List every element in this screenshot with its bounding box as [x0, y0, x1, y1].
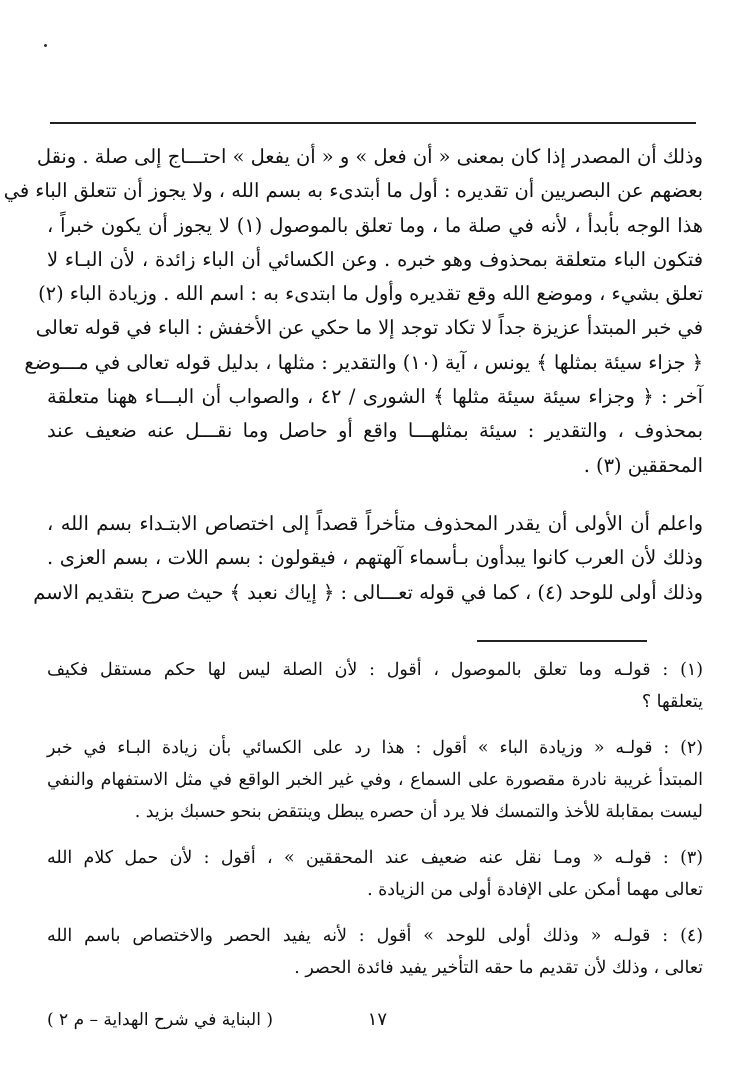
footnote-4: [47, 920, 703, 984]
text-line: وذلك أولى للوحد (٤) ، كما في قوله تعـــالى : ﴿ إياك نعبد ﴾ حيث صرح بتقديم الاسم: [33, 580, 703, 604]
scan-speck: [44, 44, 47, 47]
text-line: فتكون الباء متعلقة بمحذوف وهو خبره . وعن الكسائي أن الباء زائدة ، لأن البـاء لا: [47, 247, 703, 271]
text-line: تعلق بشيء ، وموضع الله وقع تقديره وأول ما ابتدىء به : اسم الله . وزيادة الباء (٢): [38, 282, 703, 306]
text-line: في خبر المبتدأ عزيزة جداً لا تكاد توجد إلا ما حكي عن الأخفش : الباء في قوله تعالى: [35, 316, 703, 340]
footnote-line: يتعلقها ؟: [641, 692, 703, 712]
text-line: هذا الوجه بأبدأ ، لأنه في صلة ما ، وما تعلق بالموصول (١) لا يجوز أن يكون خبراً ،: [47, 213, 704, 237]
text-line: بعضهم عن البصريين أن تقديره : أول ما أبتدىء به بسم الله ، ولا يجوز أن تتعلق الباء في: [3, 179, 703, 203]
footnote-line: تعالى ، وذلك لأن تقديم ما حقه التأخير يفيد فائدة الحصر .: [294, 958, 703, 978]
text-line: المحققين (٣) .: [583, 453, 703, 477]
text-line: واعلم أن الأولى أن يقدر المحذوف متأخراً قصداً إلى اختصاص الابتـداء بسم الله ،: [47, 511, 703, 535]
footnote-2: [47, 732, 703, 828]
footnotes: [47, 654, 703, 998]
text-line: بمحذوف ، والتقدير : سيئة بمثلهـــا واقع أو حاصل وما نقـــل عنه ضعيف عند: [47, 419, 703, 443]
page-number: ١٧: [367, 1009, 387, 1030]
footnote-line: (٤) : قولـه « وذلك أولى للوحد » أقول : لأنه يفيد الحصر والاختصاص باسم الله: [47, 926, 703, 946]
text-line: آخر : ﴿ وجزاء سيئة سيئة مثلها ﴾ الشورى / ٤٢ ، والصواب أن البـــاء ههنا متعلقة: [47, 385, 704, 409]
footnote-line: (٣) : قولـه « ومـا نقل عنه ضعيف عند المحققين » ، أقول : لأن حمل كلام الله: [47, 848, 703, 868]
footnote-rule: [477, 640, 647, 642]
running-title: ( البناية في شرح الهداية – م ٢ ): [47, 1010, 273, 1030]
footnote-1: [47, 654, 703, 718]
footnote-line: (١) : قولـه وما تعلق بالموصول ، أقول : لأن الصلة ليس لها حكم مستقل فكيف: [47, 660, 703, 680]
paragraph-gap: [47, 483, 703, 507]
footnote-line: (٢) : قولـه « وزيادة الباء » أقول : هذا رد على الكسائي بأن زيادة البـاء في خبر: [47, 738, 703, 758]
paragraph: [33, 507, 703, 610]
header-rule: [50, 122, 696, 124]
text-line: وذلك أن المصدر إذا كان بمعنى « أن فعل » و « أن يفعل » احتـــاج إلى صلة . ونقل: [36, 145, 703, 168]
footnote-line: المبتدأ غريبة نادرة مقصورة على السماع ، وفي غير الخبر الواقع في مثل الاستفهام والنفي: [47, 770, 703, 790]
footnote-3: [47, 842, 703, 906]
footnote-line: تعالى مهما أمكن على الإفادة أولى من الزيادة .: [367, 880, 703, 900]
main-text: [3, 140, 704, 610]
page-footer: [47, 1006, 703, 1034]
text-line: وذلك لأن العرب كانوا يبدأون بـأسماء آلهتهم ، فيقولون : بسم اللات ، بسم العزى .: [47, 546, 703, 570]
footnote-line: ليست بمقابلة للأخذ والتمسك فلا يرد أن حصره يبطل وينتقض بنحو حسبك بزيد .: [134, 802, 703, 822]
paragraph: [3, 140, 704, 483]
text-line: ﴿ جزاء سيئة بمثلها ﴾ يونس ، آية (١٠) والتقدير : مثلها ، بدليل قوله تعالى في مـــوضع: [24, 350, 703, 374]
